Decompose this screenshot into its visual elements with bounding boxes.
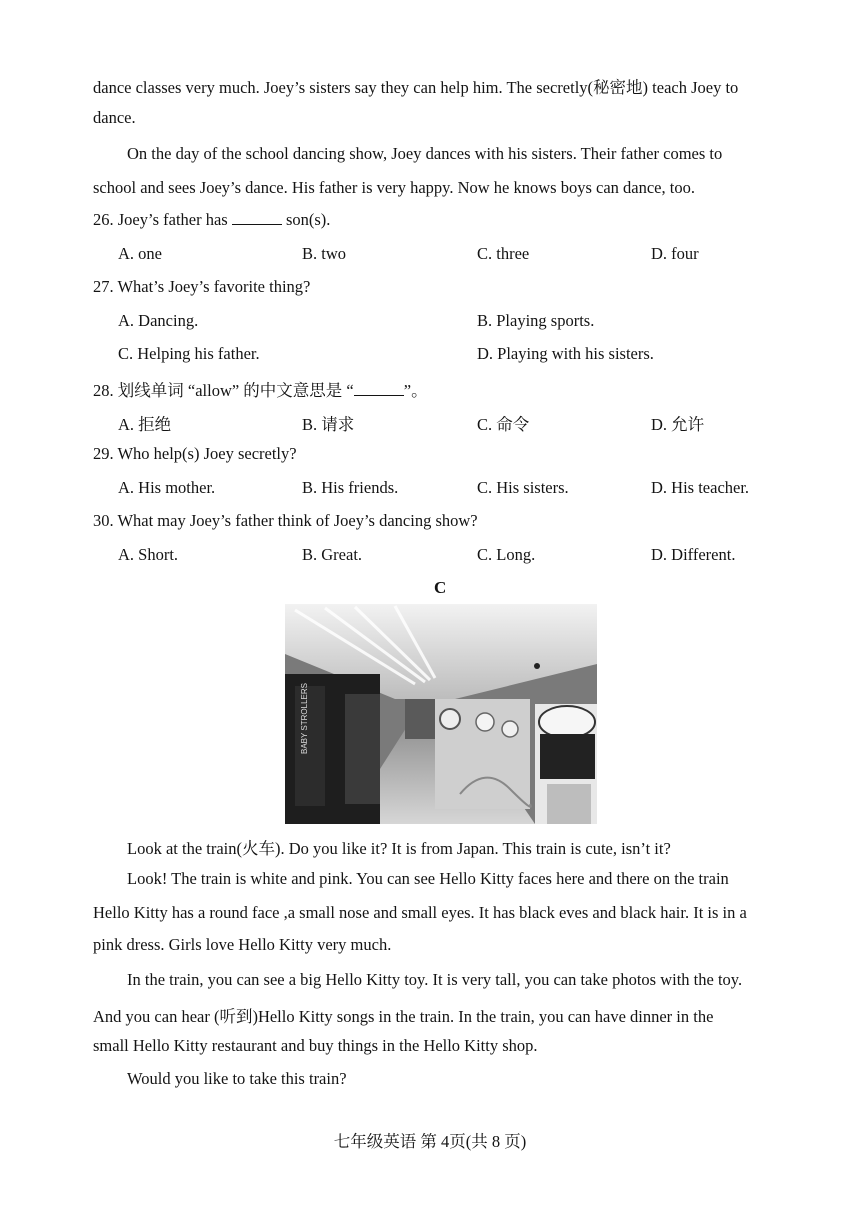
question-stem: 26. Joey’s father has	[93, 210, 228, 229]
option-d: D. 允许	[651, 415, 705, 434]
option-b: B. His friends.	[302, 478, 399, 497]
option-a: A. Dancing.	[118, 311, 199, 330]
passage-line: Look at the train(火车). Do you like it? It is from Japan. This train is cute, isn’t it?	[127, 839, 671, 858]
option-b: B. Playing sports.	[477, 311, 595, 330]
option-b: B. Great.	[302, 545, 363, 564]
question-stem-end: son(s).	[285, 210, 331, 229]
train-interior-illustration	[285, 604, 597, 824]
passage-line: small Hello Kitty restaurant and buy things in the Hello Kitty shop.	[93, 1036, 538, 1055]
option-a: A. Short.	[118, 545, 179, 564]
question-30: 30. What may Joey’s father think of Joey’s dancing show?	[93, 511, 478, 530]
option-c: C. Helping his father.	[118, 344, 260, 363]
passage-line: dance classes very much. Joey’s sisters say they can help him. The secretly(秘密地) teach Joey to	[93, 78, 739, 97]
option-a: A. one	[118, 244, 162, 263]
page-footer: 七年级英语 第 4页(共 8 页)	[333, 1132, 527, 1151]
passage-line: school and sees Joey’s dance. His father is very happy. Now he knows boys can dance, too.	[93, 178, 695, 197]
option-a: A. His mother.	[118, 478, 216, 497]
passage-line: Look! The train is white and pink. You can see Hello Kitty faces here and there on the train	[127, 869, 729, 888]
train-photo	[285, 604, 597, 824]
passage-line: In the train, you can see a big Hello Kitty toy. It is very tall, you can take photos with the toy.	[127, 970, 743, 989]
question-29: 29. Who help(s) Joey secretly?	[93, 444, 297, 463]
passage-line: Would you like to take this train?	[127, 1069, 347, 1088]
question-stem-end: ”。	[403, 381, 428, 400]
answer-blank	[232, 224, 282, 225]
answer-blank	[354, 395, 404, 396]
question-28	[93, 377, 428, 401]
option-d: D. Different.	[651, 545, 736, 564]
option-d: D. Playing with his sisters.	[477, 344, 654, 363]
question-stem: 28. 划线单词 “allow” 的中文意思是 “	[93, 381, 354, 400]
option-b: B. 请求	[302, 415, 355, 434]
option-d: D. His teacher.	[651, 478, 750, 497]
passage-line: On the day of the school dancing show, Joey dances with his sisters. Their father comes to	[127, 144, 723, 163]
option-c: C. 命令	[477, 415, 530, 434]
option-c: C. Long.	[477, 545, 536, 564]
option-b: B. two	[302, 244, 347, 263]
passage-line: Hello Kitty has a round face ,a small nose and small eyes. It has black eves and black hair. It is in a	[93, 903, 747, 922]
option-a: A. 拒绝	[118, 415, 172, 434]
passage-line: pink dress. Girls love Hello Kitty very much.	[93, 935, 392, 954]
section-heading: C	[434, 578, 447, 597]
option-c: C. His sisters.	[477, 478, 569, 497]
passage-line: And you can hear (听到)Hello Kitty songs in the train. In the train, you can have dinner in the	[93, 1007, 714, 1026]
passage-line: dance.	[93, 108, 136, 127]
option-d: D. four	[651, 244, 699, 263]
option-c: C. three	[477, 244, 530, 263]
question-27: 27. What’s Joey’s favorite thing?	[93, 277, 311, 296]
stroller-sign: BABY STROLLERS	[300, 683, 309, 754]
question-26	[93, 210, 330, 230]
